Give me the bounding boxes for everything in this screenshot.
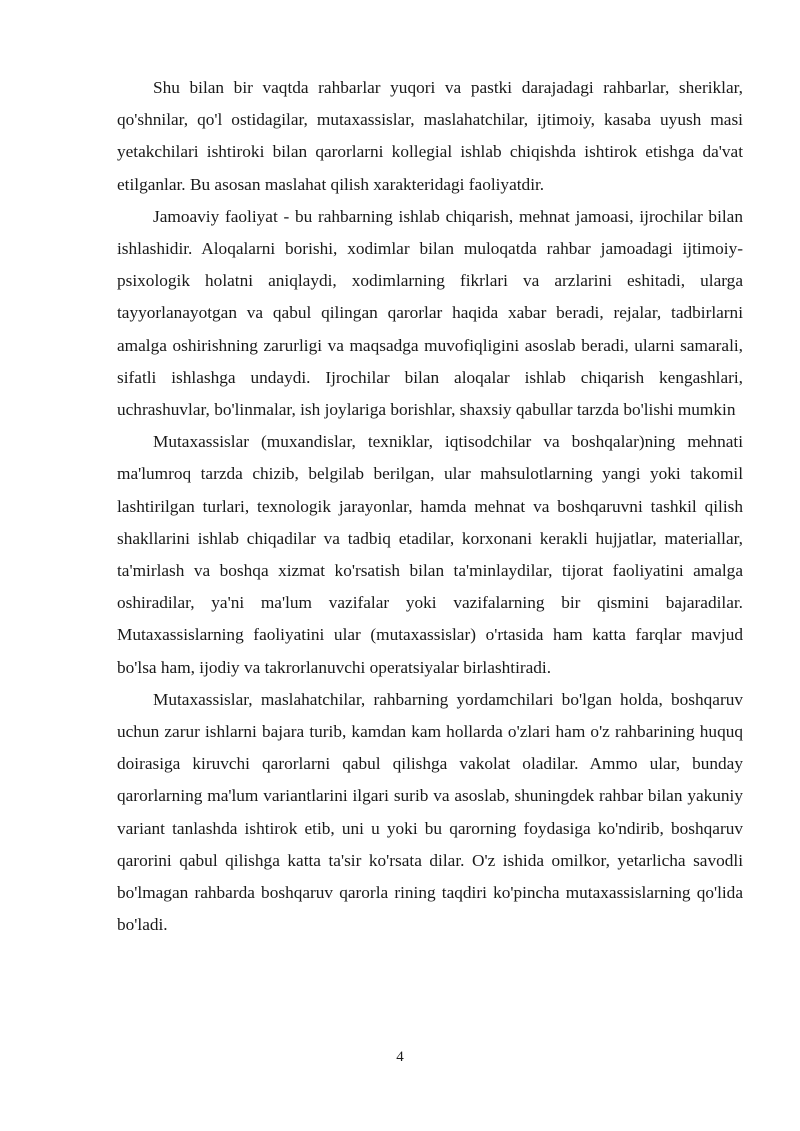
paragraph-1: Shu bilan bir vaqtda rahbarlar yuqori va pastki darajadagi rahbarlar, sheriklar, qo'shnilar, qo'l ostidagilar, mutaxassislar, maslahatchilar, ijtimoiy, kasaba uyush masi yetakchilari ishtiroki bilan qarorlarni kollegial ishlab chiqishda ishtirok etishga da'vat etilganlar. Bu asosan maslahat qilish xarakteridagi faoliyatdir. <box>117 78 743 194</box>
page-number: 4 <box>396 1049 404 1065</box>
document-page <box>117 72 743 941</box>
paragraph-4: Mutaxassislar, maslahatchilar, rahbarning yordamchilari bo'lgan holda, boshqaruv uchun zarur ishlarni bajara turib, kamdan kam hollarda o'zlari ham o'z rahbarining huquq doirasiga kiruvchi qarorlarni qabul qilishga vakolat oladilar. Ammo ular, bunday qarorlarning ma'lum variantlarini ilgari surib va asoslab, shuningdek rahbar bilan yakuniy variant tanlashda ishtirok etib, uni u yoki bu qarorning foydasiga ko'ndirib, boshqaruv qarorini qabul qilishga katta ta'sir ko'rsata dilar. O'z ishida omilkor, yetarlicha savodli bo'lmagan rahbarda boshqaruv qarorla rining taqdiri ko'pincha mutaxassislarning qo'lida bo'ladi. <box>117 689 743 935</box>
paragraph-3: Mutaxassislar (muxandislar, texniklar, iqtisodchilar va boshqalar)ning mehnati ma'lumroq tarzda chizib, belgilab berilgan, ular mahsulotlarning yangi yoki takomil lashtirilgan turlari, texnologik jarayonlar, hamda mehnat va boshqaruvni tashkil qilish shakllarini ishlab chiqadilar va tadbiq etadilar, korxonani kerakli hujjatlar, materiallar, ta'mirlash va boshqa xizmat ko'rsatish bilan ta'minlaydilar, tijorat faoliyatini amalga oshiradilar, ya'ni ma'lum vazifalar yoki vazifalarning bir qismini bajaradilar. Mutaxassislarning faoliyatini ular (mutaxassislar) o'rtasida ham katta farqlar mavjud bo'lsa ham, ijodiy va takrorlanuvchi operatsiyalar birlashtiradi. <box>117 432 743 677</box>
paragraph-2: Jamoaviy faoliyat - bu rahbarning ishlab chiqarish, mehnat jamoasi, ijrochilar bilan ishlashidir. Aloqalarni borishi, xodimlar bilan muloqatda rahbar jamoadagi ijtimoiy-psixologik holatni aniqlaydi, xodimlarning fikrlari va arzlarini eshitadi, ularga tayyorlanayotgan va qabul qilingan qarorlar haqida xabar beradi, rejalar, tadbirlarni amalga oshirishning zarurligi va maqsadga muvofiqligini asoslab beradi, ularni samarali, sifatli ishlashga undaydi. Ijrochilar bilan aloqalar ishlab chiqarish kengashlari, uchrashuvlar, bo'linmalar, ish joylariga borishlar, shaxsiy qabullar tarzda bo'lishi mumkin <box>117 206 743 420</box>
